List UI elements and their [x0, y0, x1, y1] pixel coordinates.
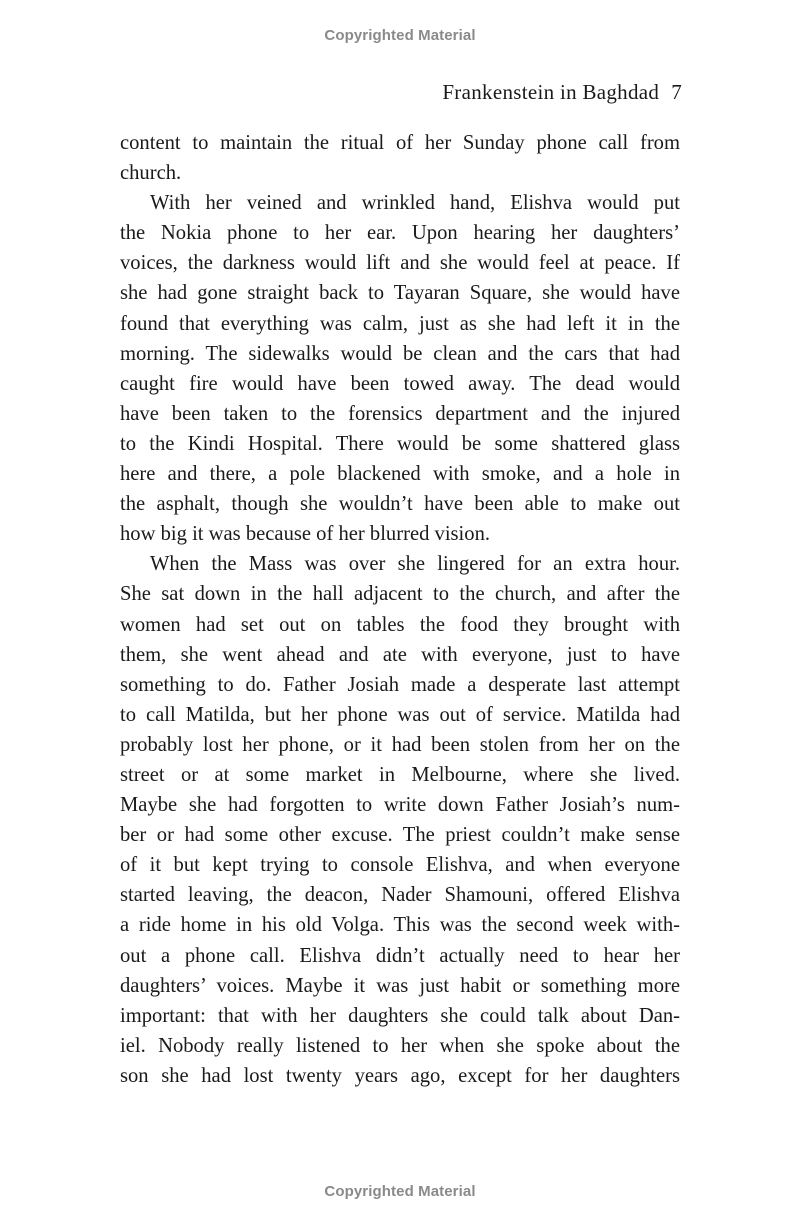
text-line: street or at some market in Melbourne, where she lived. [120, 763, 680, 786]
text-line: out a phone call. Elishva didn’t actually need to hear her [120, 944, 680, 967]
running-header [442, 80, 682, 105]
text-line: important: that with her daughters she could talk about Dan- [120, 1004, 680, 1027]
text-line: voices, the darkness would lift and she would feel at peace. If [120, 252, 680, 275]
text-line: started leaving, the deacon, Nader Shamouni, offered Elishva [120, 884, 680, 907]
paragraph [120, 188, 680, 549]
text-line: iel. Nobody really listened to her when she spoke about the [120, 1034, 680, 1057]
text-line: probably lost her phone, or it had been stolen from her on the [120, 733, 680, 756]
text-line: content to maintain the ritual of her Sunday phone call from [120, 132, 680, 154]
text-line: them, she went ahead and ate with everyone, just to have [120, 643, 680, 666]
text-line: a ride home in his old Volga. This was the second week with- [120, 914, 680, 937]
text-line: to the Kindi Hospital. There would be some shattered glass [120, 432, 680, 455]
copyright-watermark-bottom: Copyrighted Material [324, 1183, 476, 1200]
text-line: church. [120, 162, 182, 185]
text-line: ber or had some other excuse. The priest couldn’t make sense [120, 824, 680, 847]
text-line: of it but kept trying to console Elishva, and when everyone [120, 854, 680, 877]
text-line: here and there, a pole blackened with smoke, and a hole in [120, 463, 680, 486]
text-line: she had gone straight back to Tayaran Square, she would have [120, 282, 680, 305]
paragraph [120, 549, 680, 1091]
book-title: Frankenstein in Baghdad [442, 80, 660, 104]
text-line: to call Matilda, but her phone was out of service. Matilda had [120, 703, 680, 726]
copyright-watermark-top: Copyrighted Material [324, 27, 476, 44]
text-line: something to do. Father Josiah made a desperate last attempt [120, 673, 680, 696]
text-line: the Nokia phone to her ear. Upon hearing her daughters’ [120, 222, 680, 245]
text-line: When the Mass was over she lingered for an extra hour. [150, 553, 680, 576]
text-line: Maybe she had forgotten to write down Father Josiah’s num- [120, 794, 680, 817]
body-text [120, 128, 680, 1091]
text-line: found that everything was calm, just as she had left it in the [120, 312, 680, 335]
text-line: women had set out on tables the food they brought with [120, 613, 680, 636]
text-line: caught fire would have been towed away. The dead would [120, 372, 680, 395]
page-number: 7 [671, 80, 682, 104]
text-line: son she had lost twenty years ago, except for her daughters [120, 1064, 680, 1087]
text-line: With her veined and wrinkled hand, Elishva would put [150, 192, 680, 215]
text-line: have been taken to the forensics department and the injured [120, 402, 680, 425]
text-line: how big it was because of her blurred vision. [120, 523, 491, 546]
text-line: daughters’ voices. Maybe it was just habit or something more [120, 974, 680, 997]
paragraph [120, 128, 680, 188]
text-line: morning. The sidewalks would be clean and the cars that had [120, 342, 680, 365]
text-line: She sat down in the hall adjacent to the church, and after the [120, 583, 680, 606]
text-line: the asphalt, though she wouldn’t have been able to make out [120, 493, 680, 516]
